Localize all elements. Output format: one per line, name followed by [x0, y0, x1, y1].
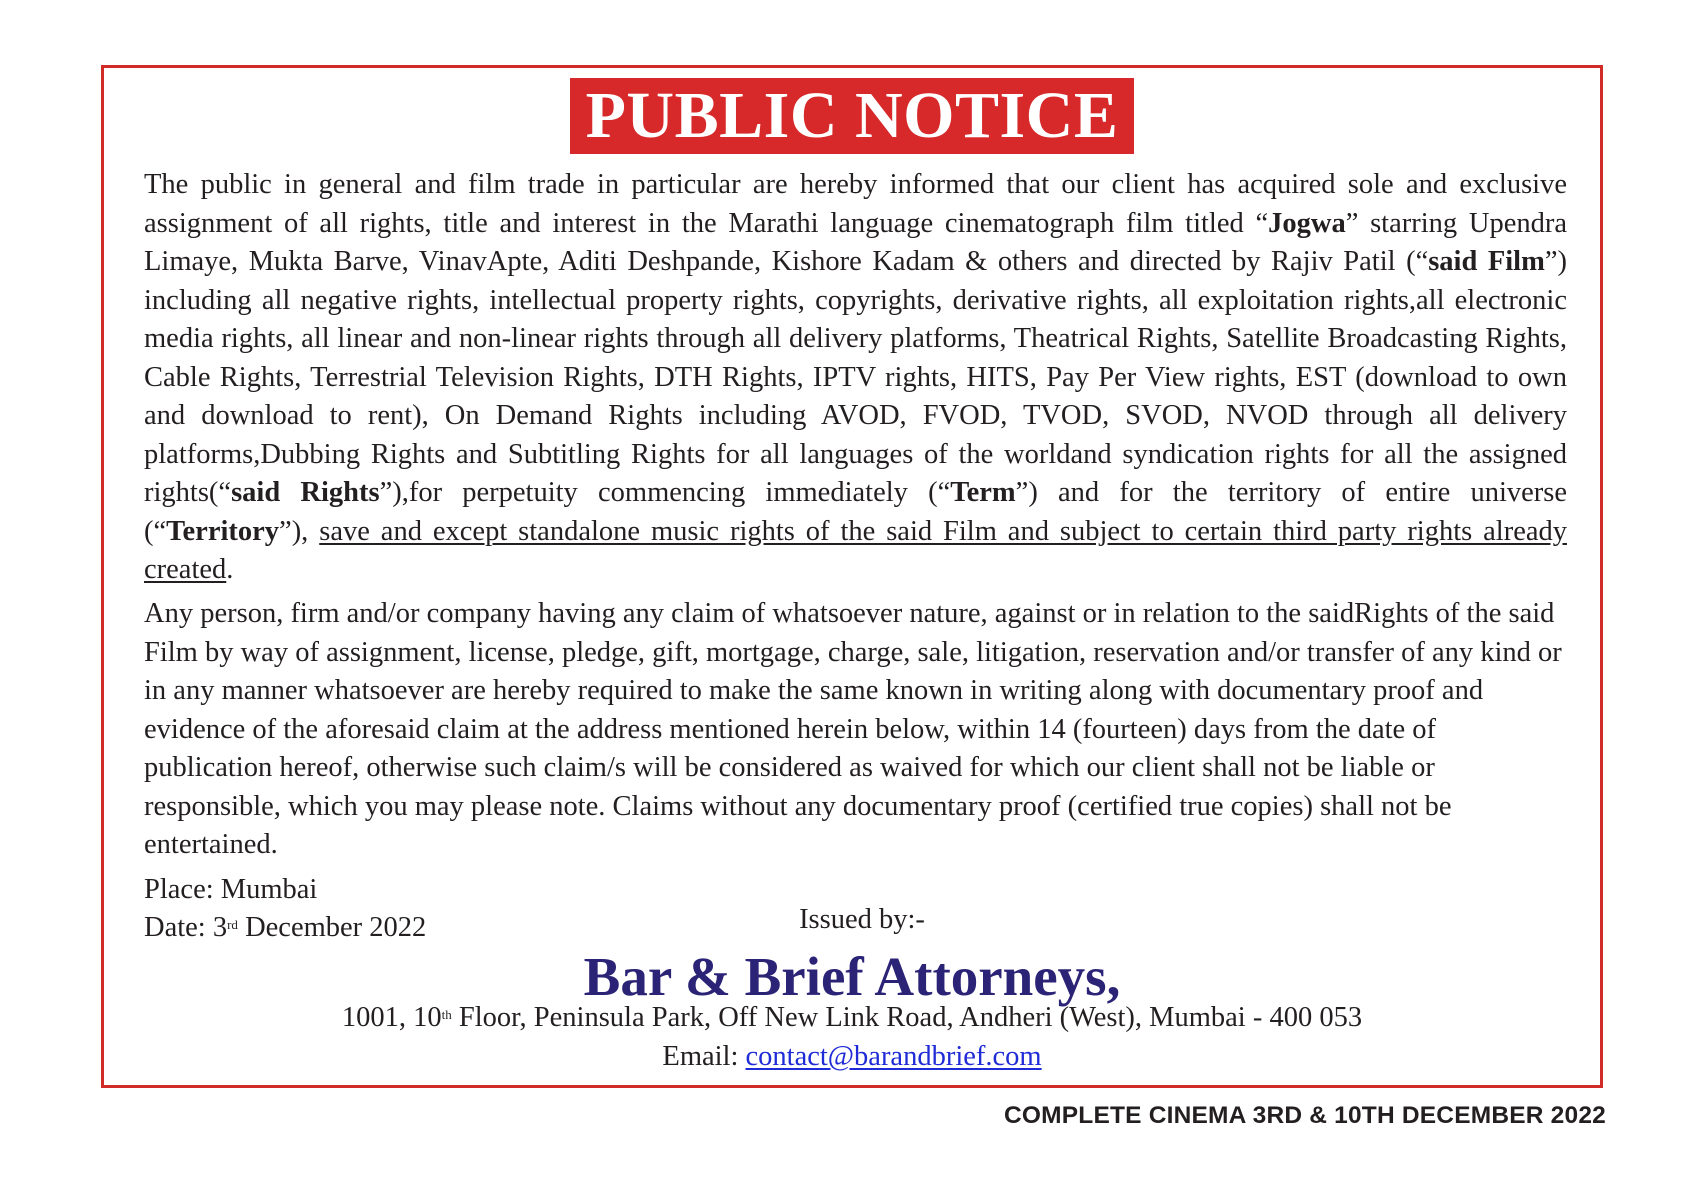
notice-title: PUBLIC NOTICE	[570, 78, 1135, 154]
date-ordinal: rd	[227, 917, 238, 932]
firm-address	[104, 999, 1600, 1037]
email-link[interactable]: contact@barandbrief.com	[745, 1041, 1042, 1072]
title-wrap	[104, 78, 1600, 154]
date-suffix: December 2022	[237, 912, 427, 943]
address-suffix: Floor, Peninsula Park, Off New Link Road, Andheri (West), Mumbai - 400 053	[451, 1002, 1363, 1033]
floor-ordinal: th	[441, 1007, 452, 1022]
term-term: Term	[950, 477, 1016, 508]
date-prefix: Date: 3	[144, 912, 228, 943]
email-line	[104, 1038, 1600, 1076]
para1-text-2: ” starring Upendra Limaye, Mukta Barve, VinavApte, Aditi Deshpande, Kishore Kadam & others and directed by Rajiv Patil (“	[144, 207, 1567, 277]
firm-name: Bar & Brief Attorneys,	[583, 946, 1121, 1007]
place-line: Place: Mumbai	[144, 874, 318, 905]
territory-term: Territory	[166, 515, 280, 547]
issued-by-label: Issued by:-	[799, 904, 925, 935]
public-notice-box	[101, 65, 1603, 1088]
address-prefix: 1001, 10	[341, 1002, 442, 1033]
email-label: Email:	[662, 1041, 746, 1072]
para1-text-6: ”),	[279, 515, 320, 547]
film-title: Jogwa	[1268, 207, 1346, 239]
para1-text-4: ”),for perpetuity commencing immediately (“	[379, 477, 951, 508]
said-rights-term: said Rights	[231, 477, 380, 508]
publication-footer: COMPLETE CINEMA 3RD & 10TH DECEMBER 2022	[1003, 1102, 1606, 1129]
exception-clause: save and except standalone music rights of the said Film and subject to certain third party rights already created	[144, 515, 1567, 585]
para1-text-5: ”) and for the territory of entire universe (“	[144, 477, 1567, 547]
para1-text-1: The public in general and film trade in particular are hereby informed that our client has acquired sole and exclusive assignment of all rights, title and interest in the Marathi language cinematograph film titled “	[144, 169, 1567, 239]
notice-paragraph-1	[144, 166, 1567, 590]
para1-text-3: ”) including all negative rights, intellectual property rights, copyrights, derivative rights, all exploitation rights,all electronic media rights, all linear and non-linear rights through all delivery platforms, Theatrical Rights, Satellite Broadcasting Rights, Cable Rights, Terrestrial Television Rights, DTH Rights, IPTV rights, HITS, Pay Per View rights, EST (download to own and download to rent), On Demand Rights including AVOD, FVOD, TVOD, SVOD, NVOD through all delivery platforms,Dubbing Rights and Subtitling Rights for all languages of the worldand syndication rights for all the assigned rights(“	[144, 246, 1567, 508]
para1-text-7: .	[226, 554, 234, 585]
said-film-term: said Film	[1428, 246, 1545, 277]
notice-paragraph-2: Any person, firm and/or company having any claim of whatsoever nature, against or in relation to the saidRights of the said Film by way of assignment, license, pledge, gift, mortgage, charge, sale, litigation, reservation and/or transfer of any kind or in any manner whatsoever are hereby required to make the same known in writing along with documentary proof and evidence of the aforesaid claim at the address mentioned herein below, within 14 (fourteen) days from the date of publication hereof, otherwise such claim/s will be considered as waived for which our client shall not be liable or responsible, which you may please note. Claims without any documentary proof (certified true copies) shall not be entertained.	[144, 598, 1562, 860]
